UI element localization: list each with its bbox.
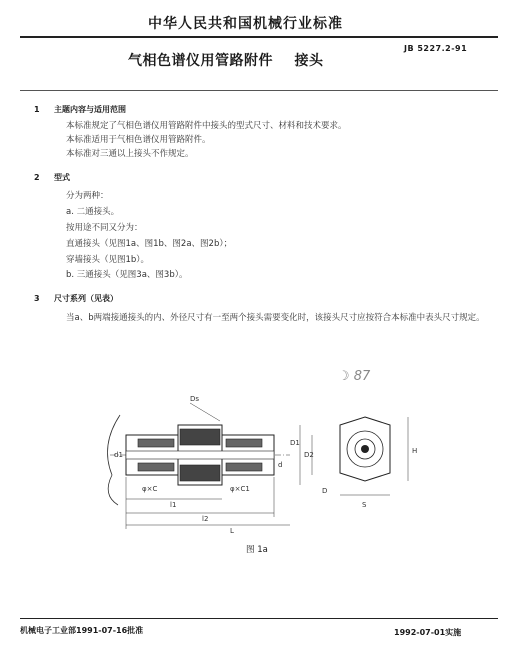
section-2-heading: [34, 172, 70, 183]
label-phi-c1: φ×C1: [230, 485, 250, 493]
section-3-title: 尺寸系列（见表）: [54, 294, 118, 303]
label-D: D: [322, 487, 328, 495]
label-H: H: [412, 447, 418, 455]
label-d: d: [278, 461, 283, 469]
handwritten-mark: ☽ 87: [338, 369, 371, 384]
section-2-line-2: a. 二通接头。: [66, 207, 120, 217]
section-1-line-1: 本标准规定了气相色谱仪用管路附件中接头的型式尺寸、材料和技术要求。: [66, 121, 347, 131]
section-1-heading: [34, 104, 126, 115]
section-2-line-4: 直通接头（见图1a、图1b、图2a、图2b）；: [66, 239, 233, 249]
label-L: L: [230, 527, 234, 535]
fitting-drawing: [90, 395, 430, 535]
leader-ds: [190, 403, 220, 421]
label-D2: D2: [304, 451, 314, 459]
label-ds: Ds: [190, 395, 200, 403]
bore: [126, 451, 274, 459]
label-l2: l2: [202, 515, 209, 523]
section-1-number: 1: [34, 105, 40, 114]
break-line-left: [108, 415, 121, 505]
footer-approval: 机械电子工业部1991-07-16批准: [20, 626, 144, 635]
section-1-line-2: 本标准适用于气相色谱仪用管路附件。: [66, 135, 211, 145]
label-l1: l1: [170, 501, 177, 509]
document-title: 气相色谱仪用管路附件 接头: [128, 53, 324, 69]
section-3-number: 3: [34, 294, 40, 303]
figure-caption: 图 1a: [246, 545, 268, 555]
section-2-line-3: 按用途不同又分为：: [66, 223, 143, 233]
label-S: S: [362, 501, 367, 509]
section-3-heading: [34, 293, 118, 304]
end-view-circle-inner: [361, 445, 369, 453]
label-D1: D1: [290, 439, 300, 447]
label-phi-c: φ×C: [142, 485, 158, 493]
section-1-title: 主题内容与适用范围: [54, 105, 126, 114]
section-1-line-3: 本标准对三通以上接头不作规定。: [66, 149, 194, 159]
section-2-line-6: b. 三通接头（见图3a、图3b）。: [66, 270, 188, 280]
title-rule: [20, 90, 498, 91]
standard-number: JB 5227.2-91: [404, 44, 468, 53]
label-d1: d1: [114, 451, 123, 459]
section-3-paragraph: 当a、b两端接通接头的内、外径尺寸有一至两个接头需要变化时，该接头尺寸应按符合本标准中表头尺寸规定。: [66, 313, 485, 323]
section-2-line-5: 穿墙接头（见图1b）。: [66, 255, 150, 265]
section-2-title: 型式: [54, 173, 70, 182]
header-title: 中华人民共和国机械行业标准: [148, 16, 343, 32]
header-rule: [20, 36, 498, 38]
footer-effective-date: 1992-07-01实施: [394, 628, 462, 637]
footer-rule: [20, 618, 498, 619]
section-2-number: 2: [34, 173, 40, 182]
section-2-line-1: 分为两种：: [66, 191, 109, 201]
